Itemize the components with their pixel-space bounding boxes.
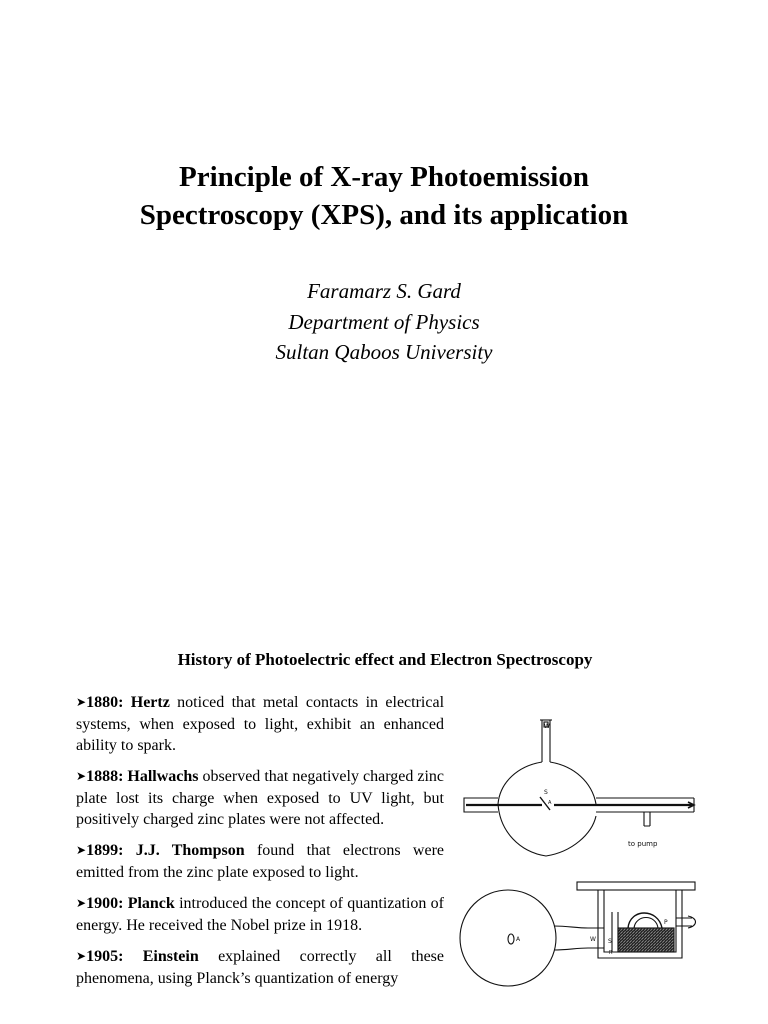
author-name: Faramarz S. Gard xyxy=(307,279,461,303)
arrow-bullet-icon: ➤ xyxy=(76,896,87,910)
label-w: W xyxy=(590,936,596,943)
history-list xyxy=(76,692,444,999)
curved-electrode xyxy=(628,913,662,928)
arrow-bullet-icon: ➤ xyxy=(76,695,87,709)
entry-text: found that electrons were emitted from the zinc plate exposed to light. xyxy=(76,842,445,881)
entry-name: J.J. Thompson xyxy=(135,842,245,859)
entry-year: 1888: xyxy=(86,768,124,785)
entry-year: 1900: xyxy=(86,895,124,912)
entry-text: observed that negatively charged zinc plate lost its charge when exposed to UV light, but positively charged zinc plates were not affected. xyxy=(76,768,444,828)
author-department: Department of Physics xyxy=(288,309,480,334)
entry-text: explained correctly all these phenomena, using Planck’s quantization of energy xyxy=(76,948,445,987)
author-block xyxy=(0,276,768,368)
hertz-hallwachs-apparatus xyxy=(464,720,694,856)
entry-text: noticed that metal contacts in electrical systems, when exposed to light, exhibit an enhanced ability to spark. xyxy=(76,694,445,754)
entry-name: Planck xyxy=(127,895,175,912)
title-line-2: Spectroscopy (XPS), and its application xyxy=(139,199,629,231)
title-line-1: Principle of X-ray Photoemission xyxy=(179,161,589,193)
sample-bath xyxy=(618,928,674,952)
label-s: S xyxy=(544,789,548,796)
arrow-bullet-icon: ➤ xyxy=(76,949,87,963)
lower-electrode xyxy=(508,934,514,944)
label-p: P xyxy=(664,919,668,926)
entry-name: Hallwachs xyxy=(127,768,199,785)
history-entry-1880 xyxy=(76,692,444,756)
history-entry-1905 xyxy=(76,946,444,989)
entry-text: introduced the concept of quantization of energy. He received the Nobel prize in 1918. xyxy=(76,895,445,934)
support-rods xyxy=(612,912,618,952)
label-a: A xyxy=(548,800,552,806)
entry-year: 1905: xyxy=(86,948,124,965)
box-top-plate xyxy=(577,882,695,890)
document-title xyxy=(0,158,768,234)
curved-electrode-inner xyxy=(634,918,658,929)
arrow-bullet-icon: ➤ xyxy=(76,769,87,783)
label-w-top: W xyxy=(544,723,550,730)
history-entry-1900 xyxy=(76,893,444,936)
label-to-pump: to pump xyxy=(628,840,658,848)
apparatus-figure xyxy=(458,712,703,1024)
entry-year: 1880: xyxy=(86,694,124,711)
connecting-tube xyxy=(554,926,604,950)
author-university: Sultan Qaboos University xyxy=(275,340,493,364)
entry-name: Hertz xyxy=(130,694,170,711)
arrow-bullet-icon: ➤ xyxy=(76,843,87,857)
photoemission-box-apparatus xyxy=(460,882,696,986)
history-entry-1888 xyxy=(76,766,444,830)
right-connector xyxy=(676,918,692,926)
entry-year: 1899: xyxy=(86,842,124,859)
section-heading: History of Photoelectric effect and Electron Spectroscopy xyxy=(177,650,593,669)
label-s-lower: S xyxy=(608,938,612,945)
entry-name: Einstein xyxy=(142,948,199,965)
label-r: R xyxy=(609,950,613,956)
pump-outlet xyxy=(644,812,650,826)
bulb-body xyxy=(498,762,596,856)
label-bulb-a: A xyxy=(516,936,521,943)
history-entry-1899 xyxy=(76,840,444,883)
